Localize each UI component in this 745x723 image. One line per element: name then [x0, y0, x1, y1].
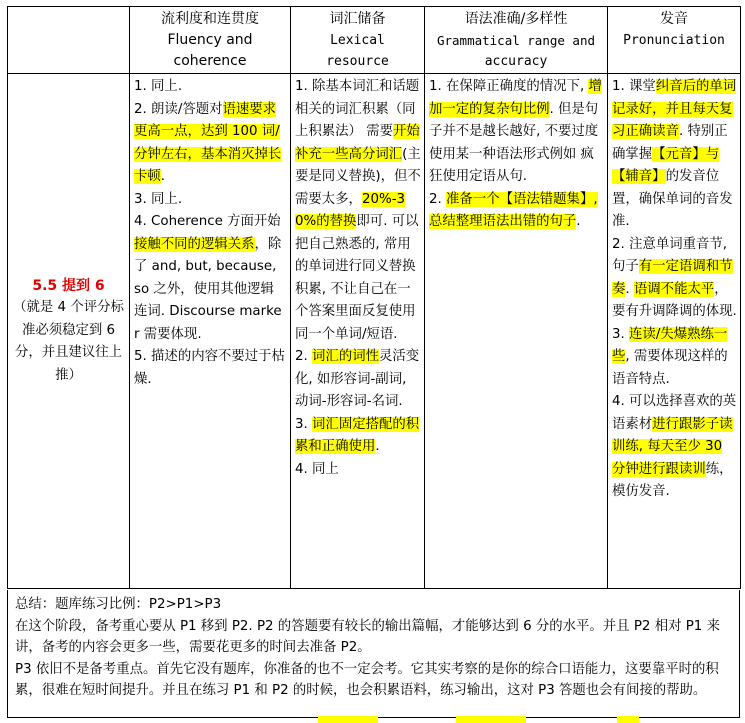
fluency-item-2-text: 2. 朗读/答题对 — [134, 101, 223, 117]
pron-item-1 — [612, 76, 737, 234]
lexical-item-1-text-2: (主要是同义替换)，但不需要太多， — [295, 146, 421, 207]
summary-line-3: P3 依旧不是备考重点。首先它没有题库，你准备的也不一定会考。它其实考察的是你的综合口语能力，这要靠平时的积累，很难在短时间提升。并且在练习 P1 和 P2 的时候，也会积累语料，练习输出，这对 P3 答题也会有间接的帮助。 — [15, 661, 719, 699]
lexical-item-3-highlight: 词汇固定搭配的积累和正确使用 — [295, 416, 420, 454]
pron-item-1-text: 1. 课堂 — [612, 79, 656, 94]
grammar-item-2-end: . — [576, 214, 581, 229]
lexical-item-1 — [295, 76, 421, 346]
header-grammar — [425, 7, 608, 74]
header-fluency-en1: Fluency and — [167, 32, 253, 48]
lexical-item-2-text: 灵活变化, 如形容词-副词, 动词-形容词-名词. — [295, 349, 420, 409]
grammar-cell — [425, 74, 608, 589]
pron-item-1-highlight-1: 纠音后的单词记录好，并且每天复习正确读音 — [612, 79, 737, 139]
next-row-highlight-2 — [456, 716, 526, 723]
fluency-item-1: 1. 同上. — [134, 79, 183, 94]
fluency-item-2-highlight: 语速要求更高一点，达到 100 词/分钟左右，基本消灭掉长卡顿 — [134, 101, 282, 184]
header-pron-en1: Pronunciation — [623, 33, 725, 48]
pron-item-4-highlight: 进行跟影子读训练, 每天至少 30 分钟进行跟读训 — [612, 416, 733, 477]
next-row-highlight-1 — [318, 716, 378, 723]
lexical-item-1-text: 1. 除基本词汇和话题相关的词汇积累（同上积累法） 需要 — [295, 79, 420, 139]
grammar-item-2-highlight: 准备一个【语法错题集】, 总结整理语法出错的句子 — [429, 191, 598, 229]
summary-line-2: 在这个阶段，备考重心要从 P1 移到 P2. P2 的答题要有较长的输出篇幅，才能够达到 6 分的水平。并且 P2 相对 P1 来讲，备考的内容会更多一些，需要花更多的时间去准备 P2。 — [15, 618, 720, 656]
header-fluency-zh: 流利度和连贯度 — [161, 11, 259, 27]
header-row — [8, 7, 741, 74]
fluency-item-4-highlight: 接触不同的逻辑关系 — [134, 236, 255, 252]
header-lexical-en2: resource — [326, 54, 389, 69]
pron-item-2-text: 2. 注意单词重音节, 句子 — [612, 236, 728, 274]
pron-item-2-highlight-2: 语调不能太平 — [633, 281, 715, 297]
grammar-item-1-end: . 但是句子并不是越长越好, 不要过度使用某一种语法形式例如 疯狂使用定语从句. — [429, 101, 599, 184]
header-pron-zh: 发音 — [660, 11, 688, 27]
pron-item-2 — [612, 234, 737, 324]
fluency-item-2 — [134, 99, 287, 189]
lexical-item-2-highlight: 词汇的词性 — [312, 349, 379, 364]
pron-item-4 — [612, 391, 737, 504]
lexical-item-3-end: . — [375, 439, 380, 454]
pron-item-4-end: 练，模仿发音. — [612, 461, 733, 499]
study-plan-table — [7, 6, 741, 589]
grammar-item-1-text: 1. 在保障正确度的情况下, — [429, 79, 589, 94]
lexical-item-3 — [295, 414, 421, 459]
header-fluency — [130, 7, 291, 74]
header-fluency-en2: coherence — [173, 53, 247, 69]
pron-item-1-highlight-2: 【元音】与【辅音】 — [612, 146, 720, 184]
lexical-item-4: 4. 同上 — [295, 461, 339, 477]
pron-item-2-text-3: ，要有升调降调的体现. — [612, 281, 737, 319]
header-lexical-en1: Lexical — [330, 33, 385, 48]
lexical-item-2-num: 2. — [295, 349, 313, 364]
stage-note: （就是 4 个评分标准必须稳定到 6 分，并且建议往上推） — [13, 300, 124, 383]
fluency-item-4-text: 4. Coherence 方面开始 — [134, 214, 281, 229]
summary-line-1: 总结：题库练习比例：P2>P1>P3 — [15, 597, 222, 612]
header-lexical-zh: 词汇储备 — [329, 11, 386, 27]
fluency-cell — [130, 74, 291, 589]
pron-item-3-text: , 需要体现这样的语音特点. — [612, 349, 728, 387]
stage-cell — [8, 74, 130, 589]
lexical-item-1-text-3: 即可. 可以把自己熟悉的, 常用的单词进行同义替换积累, 不让自己在一个答案里面反复使用同一个单词/短语. — [295, 214, 419, 342]
pron-cell — [608, 74, 741, 589]
header-pron — [608, 7, 741, 74]
fluency-item-4 — [134, 211, 287, 346]
stage-title: 5.5 提到 6 — [32, 277, 105, 294]
grammar-item-1 — [429, 76, 604, 189]
fluency-item-4-end: ，除了 and, but, because, so 之外，使用其他逻辑连词. Discourse marker 需要体现. — [134, 236, 282, 342]
grammar-item-2-num: 2. — [429, 191, 447, 207]
grammar-item-1-highlight: 增加一定的复杂句比例 — [429, 79, 602, 117]
fluency-item-5: 5. 描述的内容不要过于枯燥. — [134, 349, 285, 387]
pron-item-3-highlight: 连读/失爆熟练一些 — [612, 326, 728, 364]
fluency-item-2-end: . — [160, 169, 166, 184]
pron-item-1-text-2: . 特别正确掌握 — [612, 124, 728, 162]
lexical-cell — [291, 74, 425, 589]
pron-item-3-num: 3. — [612, 326, 630, 342]
header-grammar-zh: 语法准确/多样性 — [464, 11, 568, 27]
next-row-highlight-3 — [617, 716, 639, 723]
grammar-item-2 — [429, 189, 604, 234]
stage-row — [8, 74, 741, 589]
header-grammar-en2: accuracy — [484, 54, 548, 69]
lexical-item-1-highlight-1: 开始补充一些高分词汇 — [295, 124, 420, 162]
header-grammar-en1: Grammatical range and — [436, 33, 596, 48]
pron-item-2-highlight-1: 有一定语调和节奏 — [612, 259, 733, 297]
header-stage-blank — [8, 7, 130, 74]
lexical-item-3-num: 3. — [295, 416, 313, 432]
pron-item-2-text-2: . — [625, 281, 634, 297]
lexical-item-1-highlight-2: 20%-30%的替换 — [295, 191, 406, 229]
summary-box — [7, 590, 740, 718]
pron-item-3 — [612, 324, 737, 392]
pron-item-4-text: 4. 可以选择喜欢的英语素材 — [612, 394, 737, 432]
header-lexical — [291, 7, 425, 74]
fluency-item-3: 3. 同上. — [134, 191, 183, 207]
lexical-item-2 — [295, 346, 421, 414]
pron-item-1-text-3: 的发音位置，确保单词的音发准. — [612, 169, 733, 229]
